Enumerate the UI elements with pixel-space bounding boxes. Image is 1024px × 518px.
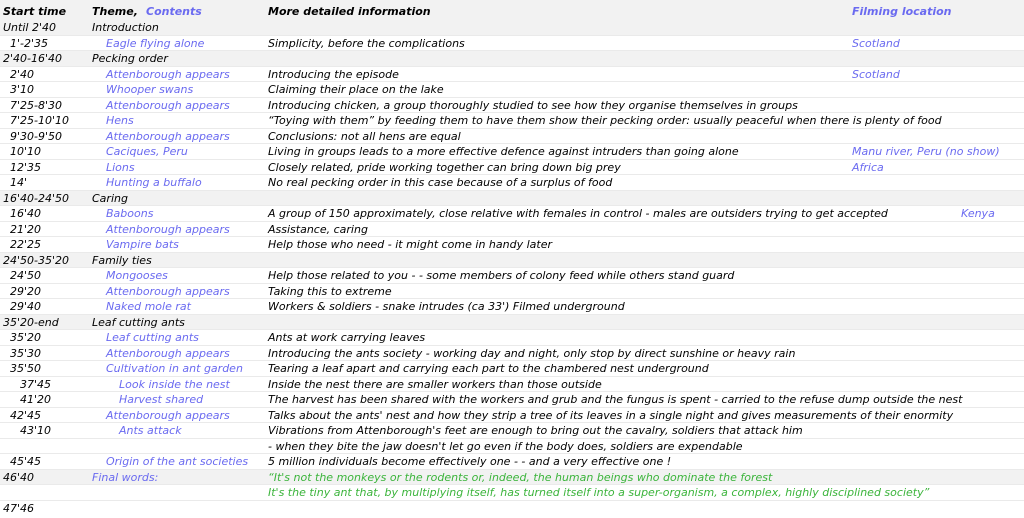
details-cell: Introducing the episode xyxy=(268,67,399,81)
details-cell: Tearing a leaf apart and carrying each part to the chambered nest underground xyxy=(268,362,709,375)
filming-location-cell: Manu river, Peru (no show) xyxy=(852,145,1000,158)
details-cell: - when they bite the jaw doesn't let go even if the body does, soldiers are expendable xyxy=(268,439,743,453)
start-time-cell: Until 2'40 xyxy=(3,21,56,34)
start-time-cell: 24'50-35'20 xyxy=(3,253,70,267)
details-cell: The harvest has been shared with the workers and grub and the fungus is spent - carried to the refuse dump outside the nest xyxy=(268,393,963,406)
contents-cell: Naked mole rat xyxy=(106,300,191,313)
start-time-cell: 16'40-24'50 xyxy=(3,191,70,205)
details-cell: Talks about the ants' nest and how they strip a tree of its leaves in a single night and gives measurements of their enormity xyxy=(268,408,954,422)
table-row xyxy=(0,501,1024,517)
section-row xyxy=(0,315,1024,331)
details-cell: Inside the nest there are smaller workers than those outside xyxy=(268,377,602,391)
start-time-cell: 7'25-8'30 xyxy=(10,98,63,112)
start-time-cell: 46'40 xyxy=(3,470,35,484)
table-row xyxy=(0,82,1024,98)
section-row xyxy=(0,51,1024,67)
details-cell: Simplicity, before the complications xyxy=(268,36,465,50)
contents-cell: Caciques, Peru xyxy=(106,145,188,158)
contents-cell: Look inside the nest xyxy=(119,377,230,391)
details-cell: 5 million individuals become effectively one - - and a very effective one ! xyxy=(268,455,672,468)
table-row xyxy=(0,454,1024,470)
table-row xyxy=(0,129,1024,145)
start-time-cell: 41'20 xyxy=(20,393,52,406)
header-theme: Theme, xyxy=(92,5,138,18)
details-cell: “Toying with them” by feeding them to have them show their pecking order: usually peaceful when there is plenty of food xyxy=(268,114,942,127)
header-details: More detailed information xyxy=(268,5,431,18)
start-time-cell: 35'30 xyxy=(10,346,42,360)
start-time-cell: 22'25 xyxy=(10,238,42,251)
contents-cell: Vampire bats xyxy=(106,238,179,251)
section-row xyxy=(0,253,1024,269)
table-row xyxy=(0,67,1024,83)
details-cell: Assistance, caring xyxy=(268,222,368,236)
header-start-time: Start time xyxy=(3,5,67,18)
contents-cell: Hens xyxy=(106,114,134,127)
table-row xyxy=(0,160,1024,176)
table-row xyxy=(0,423,1024,439)
contents-cell: Cultivation in ant garden xyxy=(106,362,243,375)
section-row xyxy=(0,191,1024,207)
details-cell: It's the tiny ant that, by multiplying itself, has turned itself into a super-organism, a complex, highly disciplined society” xyxy=(268,486,930,499)
table-row xyxy=(0,377,1024,393)
table-row xyxy=(0,299,1024,315)
details-cell: Workers & soldiers - snake intrudes (ca 33') Filmed underground xyxy=(268,300,625,313)
contents-cell: Attenborough appears xyxy=(106,67,230,81)
table-row xyxy=(0,392,1024,408)
contents-cell: Attenborough appears xyxy=(106,98,230,112)
start-time-cell: 12'35 xyxy=(10,160,42,174)
filming-location-cell: Scotland xyxy=(852,36,900,50)
contents-cell: Origin of the ant societies xyxy=(106,455,249,468)
theme-cell: Pecking order xyxy=(92,52,168,65)
details-cell: Introducing chicken, a group thoroughly studied to see how they organise themselves in groups xyxy=(268,98,798,112)
start-time-cell: 3'10 xyxy=(10,83,35,96)
table-row xyxy=(0,237,1024,253)
details-cell: Help those who need - it might come in handy later xyxy=(268,238,552,251)
contents-cell: Hunting a buffalo xyxy=(106,176,202,189)
start-time-cell: 21'20 xyxy=(10,222,42,236)
details-cell: Help those related to you - - some members of colony feed while others stand guard xyxy=(268,269,735,282)
details-cell: Ants at work carrying leaves xyxy=(268,331,426,344)
start-time-cell: 35'20 xyxy=(10,331,42,344)
theme-cell: Leaf cutting ants xyxy=(92,315,185,329)
table-row xyxy=(0,206,1024,222)
start-time-cell: 2'40-16'40 xyxy=(3,52,63,65)
section-row xyxy=(0,470,1024,486)
contents-cell: Attenborough appears xyxy=(106,284,230,298)
details-cell: A group of 150 approximately, close relative with females in control - males are outsiders trying to get accepted xyxy=(268,207,888,220)
details-cell: “It's not the monkeys or the rodents or, indeed, the human beings who dominate the forest xyxy=(268,470,773,484)
start-time-cell: 37'45 xyxy=(20,377,52,391)
filming-location-cell: Kenya xyxy=(961,207,995,220)
table-row xyxy=(0,408,1024,424)
filming-location-cell: Africa xyxy=(852,160,884,174)
contents-cell: Attenborough appears xyxy=(106,408,230,422)
start-time-cell: 10'10 xyxy=(10,145,42,158)
contents-cell: Mongooses xyxy=(106,269,168,282)
table-row xyxy=(0,346,1024,362)
start-time-cell: 7'25-10'10 xyxy=(10,114,70,127)
start-time-cell: 42'45 xyxy=(10,408,42,422)
start-time-cell: 24'50 xyxy=(10,269,42,282)
table-row xyxy=(0,144,1024,160)
table-row xyxy=(0,284,1024,300)
table-row xyxy=(0,113,1024,129)
start-time-cell: 9'30-9'50 xyxy=(10,129,63,143)
contents-cell: Attenborough appears xyxy=(106,129,230,143)
contents-cell: Eagle flying alone xyxy=(106,36,205,50)
start-time-cell: 2'40 xyxy=(10,67,35,81)
table-row xyxy=(0,98,1024,114)
table-row xyxy=(0,361,1024,377)
contents-cell: Harvest shared xyxy=(119,393,204,406)
start-time-cell: 1'-2'35 xyxy=(10,36,49,50)
contents-cell: Lions xyxy=(106,160,135,174)
table-row xyxy=(0,222,1024,238)
start-time-cell: 35'50 xyxy=(10,362,42,375)
details-cell: Conclusions: not all hens are equal xyxy=(268,129,461,143)
start-time-cell: 43'10 xyxy=(20,424,52,437)
table-row xyxy=(0,175,1024,191)
section-row xyxy=(0,20,1024,36)
header-contents: Contents xyxy=(146,5,202,18)
theme-cell: Introduction xyxy=(92,21,159,34)
details-cell: Closely related, pride working together can bring down big prey xyxy=(268,160,621,174)
filming-location-cell: Scotland xyxy=(852,67,900,81)
start-time-cell: 45'45 xyxy=(10,455,42,468)
details-cell: Taking this to extreme xyxy=(268,284,392,298)
table-row xyxy=(0,330,1024,346)
table-row xyxy=(0,485,1024,501)
contents-cell: Leaf cutting ants xyxy=(106,331,199,344)
start-time-cell: 35'20-end xyxy=(3,315,59,329)
details-cell: No real pecking order in this case because of a surplus of food xyxy=(268,176,613,189)
theme-cell: Family ties xyxy=(92,253,152,267)
contents-cell: Whooper swans xyxy=(106,83,194,96)
table-header xyxy=(0,0,1024,21)
table-row xyxy=(0,268,1024,284)
start-time-cell: 29'40 xyxy=(10,300,42,313)
contents-cell: Ants attack xyxy=(119,424,182,437)
table-row xyxy=(0,439,1024,455)
contents-cell: Final words: xyxy=(92,470,159,484)
details-cell: Vibrations from Attenborough's feet are enough to bring out the cavalry, soldiers that attack him xyxy=(268,424,803,437)
details-cell: Living in groups leads to a more effective defence against intruders than going alone xyxy=(268,145,739,158)
start-time-cell: 14' xyxy=(10,176,28,189)
table-row xyxy=(0,36,1024,52)
start-time-cell: 47'46 xyxy=(3,501,35,515)
header-filming-location: Filming location xyxy=(852,5,952,18)
details-cell: Claiming their place on the lake xyxy=(268,83,444,96)
theme-cell: Caring xyxy=(92,191,128,205)
contents-cell: Baboons xyxy=(106,207,154,220)
start-time-cell: 29'20 xyxy=(10,284,42,298)
start-time-cell: 16'40 xyxy=(10,207,42,220)
contents-cell: Attenborough appears xyxy=(106,222,230,236)
details-cell: Introducing the ants society - working day and night, only stop by direct sunshine or heavy rain xyxy=(268,346,796,360)
contents-cell: Attenborough appears xyxy=(106,346,230,360)
